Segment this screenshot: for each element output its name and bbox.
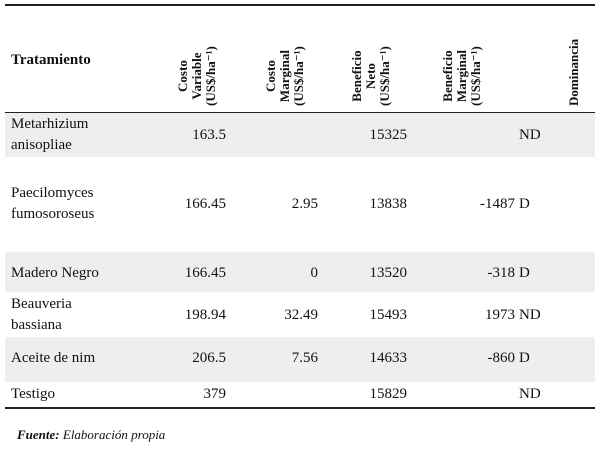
cell-dominance: D bbox=[519, 265, 530, 281]
cell-marginal-cost: 2.95 bbox=[291, 196, 318, 212]
header-marginal-cost-line1: Costo bbox=[263, 60, 278, 92]
cell-marginal-benefit: 1973 bbox=[485, 307, 515, 323]
table-bottom-rule bbox=[5, 407, 595, 409]
row-name-line: Aceite de nim bbox=[11, 350, 96, 366]
row-name bbox=[11, 114, 88, 156]
header-variable-cost bbox=[176, 46, 218, 106]
header-marginal-cost-line3: (US$/ha⁻¹) bbox=[291, 46, 306, 106]
table-row bbox=[5, 382, 595, 407]
cell-marginal-cost: 32.49 bbox=[284, 307, 318, 323]
cell-net-benefit: 14633 bbox=[369, 350, 407, 366]
cell-net-benefit: 15829 bbox=[369, 386, 407, 402]
cell-dominance: D bbox=[519, 350, 530, 366]
row-name bbox=[11, 384, 55, 405]
header-net-benefit-line3: (US$/ha⁻¹) bbox=[377, 46, 392, 106]
cell-dominance: ND bbox=[519, 386, 541, 402]
header-dominance bbox=[567, 39, 581, 106]
table-header bbox=[5, 6, 595, 112]
source-note bbox=[17, 427, 165, 443]
cell-net-benefit: 15325 bbox=[369, 127, 407, 143]
cell-dominance: D bbox=[519, 196, 530, 212]
cell-variable-cost: 166.45 bbox=[184, 265, 226, 281]
row-name-line: fumosoroseus bbox=[11, 206, 95, 222]
header-variable-cost-line3: (US$/ha⁻¹) bbox=[203, 46, 218, 106]
row-name-line: Metarhizium bbox=[11, 116, 89, 132]
row-name bbox=[11, 294, 72, 336]
header-marginal-benefit-line1: Beneficio bbox=[440, 50, 455, 102]
row-name bbox=[11, 263, 99, 284]
header-marginal-cost-line2: Marginal bbox=[277, 50, 292, 103]
row-name-line: Beauveria bbox=[11, 296, 72, 312]
row-name-line: anisopliae bbox=[11, 137, 72, 153]
row-name-line: bassiana bbox=[11, 317, 62, 333]
header-net-benefit bbox=[350, 46, 392, 106]
cell-net-benefit: 15493 bbox=[369, 307, 407, 323]
cell-variable-cost: 379 bbox=[203, 386, 226, 402]
cell-dominance: ND bbox=[519, 307, 541, 323]
source-label: Fuente: bbox=[17, 427, 60, 442]
source-text: Elaboración propia bbox=[62, 427, 166, 442]
cell-dominance: ND bbox=[519, 127, 541, 143]
header-net-benefit-line2: Neto bbox=[363, 63, 378, 90]
header-marginal-benefit-line2: Marginal bbox=[454, 50, 469, 103]
cell-variable-cost: 163.5 bbox=[192, 127, 226, 143]
row-name-line: Paecilomyces bbox=[11, 185, 94, 201]
cell-marginal-benefit: -318 bbox=[487, 265, 515, 281]
table-row bbox=[5, 157, 595, 252]
cell-variable-cost: 198.94 bbox=[184, 307, 226, 323]
header-net-benefit-line1: Beneficio bbox=[349, 50, 364, 102]
cell-marginal-benefit: -1487 bbox=[480, 196, 515, 212]
row-name-line: Testigo bbox=[11, 386, 55, 402]
table-row bbox=[5, 337, 595, 382]
cell-net-benefit: 13838 bbox=[369, 196, 407, 212]
table-row bbox=[5, 252, 595, 292]
row-name bbox=[11, 183, 94, 225]
table-row bbox=[5, 292, 595, 337]
cell-marginal-benefit: -860 bbox=[487, 350, 515, 366]
cell-variable-cost: 206.5 bbox=[192, 350, 226, 366]
cell-net-benefit: 13520 bbox=[369, 265, 407, 281]
header-marginal-benefit-line3: (US$/ha⁻¹) bbox=[468, 46, 483, 106]
cell-marginal-cost: 0 bbox=[310, 265, 318, 281]
header-marginal-cost bbox=[264, 46, 306, 106]
header-variable-cost-line1: Costo bbox=[175, 60, 190, 92]
header-dominance-label: Dominancia bbox=[566, 38, 581, 106]
header-variable-cost-line2: Variable bbox=[189, 52, 204, 100]
table-row bbox=[5, 113, 595, 157]
row-name bbox=[11, 348, 95, 369]
cell-marginal-cost: 7.56 bbox=[291, 350, 318, 366]
header-treatment: Tratamiento bbox=[11, 52, 91, 68]
row-name-line: Madero Negro bbox=[11, 265, 99, 281]
cell-variable-cost: 166.45 bbox=[184, 196, 226, 212]
header-marginal-benefit bbox=[441, 46, 483, 106]
